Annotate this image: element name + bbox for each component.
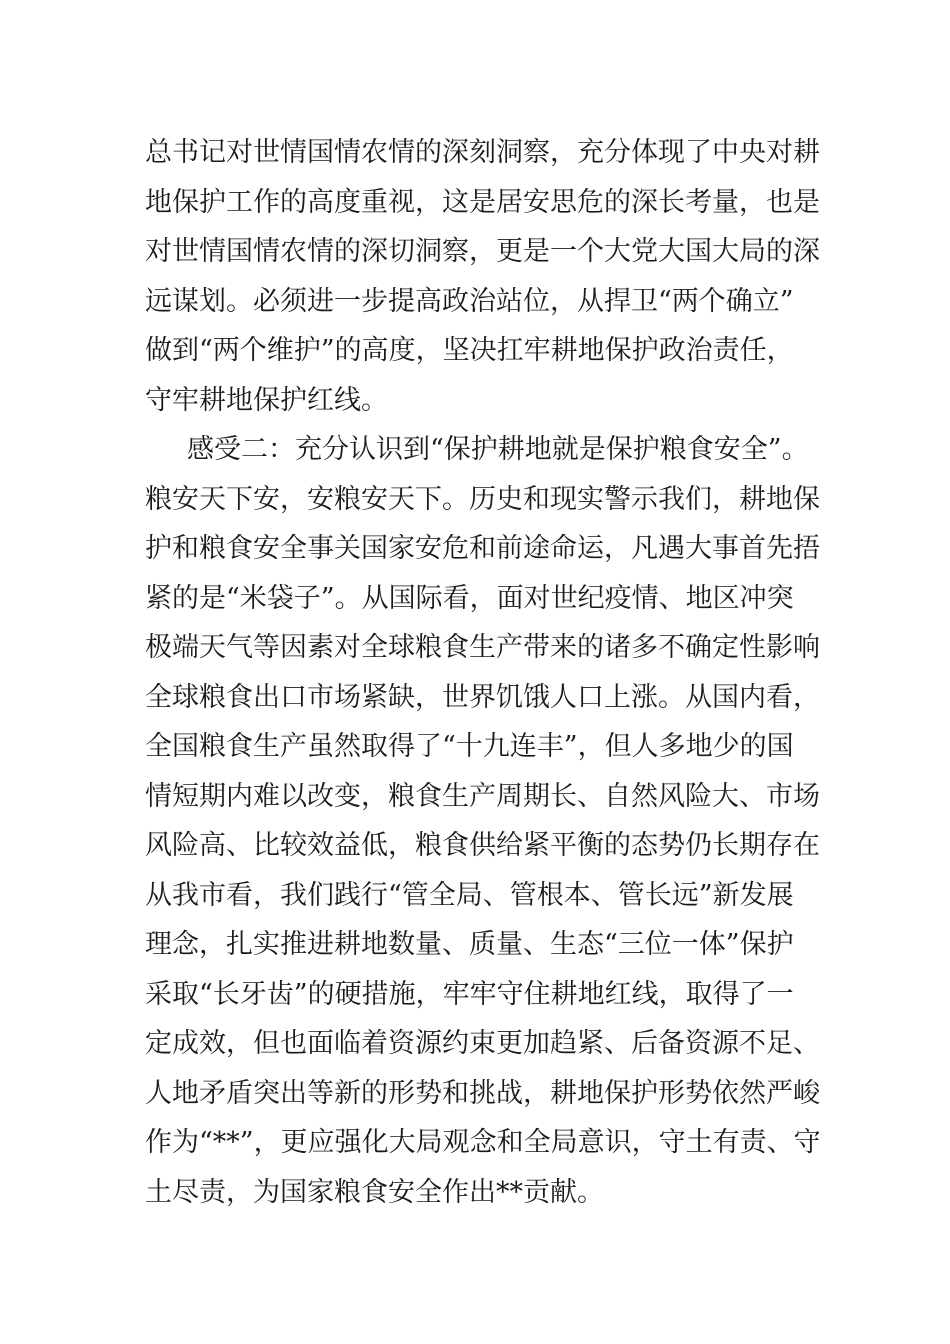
text-line: 情短期内难以改变，粮食生产周期长、自然风险大、市场 bbox=[145, 780, 820, 812]
text-line: 地保护工作的高度重视，这是居安思危的深长考量，也是 bbox=[145, 186, 820, 218]
text-line: 守牢耕地保护红线。 bbox=[145, 384, 388, 416]
text-line: 粮安天下安，安粮安天下。历史和现实警示我们，耕地保 bbox=[145, 483, 820, 515]
text-line: 对世情国情农情的深切洞察，更是一个大党大国大局的深 bbox=[145, 236, 820, 267]
paragraph-heading-line: 感受二：充分认识到“保护耕地就是保护粮食安全”。 bbox=[187, 434, 809, 465]
text-line: 护和粮食安全事关国家安危和前途命运，凡遇大事首先捂 bbox=[145, 533, 820, 564]
text-line: 全国粮食生产虽然取得了“十九连丰”，但人多地少的国 bbox=[145, 731, 794, 762]
text-line: 做到“两个维护”的高度，坚决扛牢耕地保护政治责任， bbox=[145, 335, 794, 366]
text-line: 极端天气等因素对全球粮食生产带来的诸多不确定性影响 bbox=[145, 632, 820, 663]
text-line: 采取“长牙齿”的硬措施，牢牢守住耕地红线，取得了一 bbox=[145, 978, 794, 1010]
text-line: 人地矛盾突出等新的形势和挑战，耕地保护形势依然严峻 bbox=[145, 1077, 820, 1109]
text-line: 作为“**”，更应强化大局观念和全局意识，守土有责、守 bbox=[145, 1127, 821, 1158]
text-line: 全球粮食出口市场紧缺，世界饥饿人口上涨。从国内看， bbox=[145, 681, 820, 713]
text-line: 远谋划。必须进一步提高政治站位，从捍卫“两个确立” bbox=[145, 285, 794, 317]
text-line: 紧的是“米袋子”。从国际看，面对世纪疫情、地区冲突 bbox=[145, 582, 794, 614]
text-line: 理念，扎实推进耕地数量、质量、生态“三位一体”保护 bbox=[145, 929, 794, 960]
text-line: 风险高、比较效益低，粮食供给紧平衡的态势仍长期存在 bbox=[145, 830, 820, 861]
document-body bbox=[145, 128, 825, 1217]
text-line: 定成效，但也面临着资源约束更加趋紧、后备资源不足、 bbox=[145, 1028, 820, 1059]
text-line: 土尽责，为国家粮食安全作出**贡献。 bbox=[145, 1176, 604, 1208]
text-line: 从我市看，我们践行“管全局、管根本、管长远”新发展 bbox=[145, 879, 794, 911]
text-line: 总书记对世情国情农情的深刻洞察，充分体现了中央对耕 bbox=[145, 137, 820, 168]
